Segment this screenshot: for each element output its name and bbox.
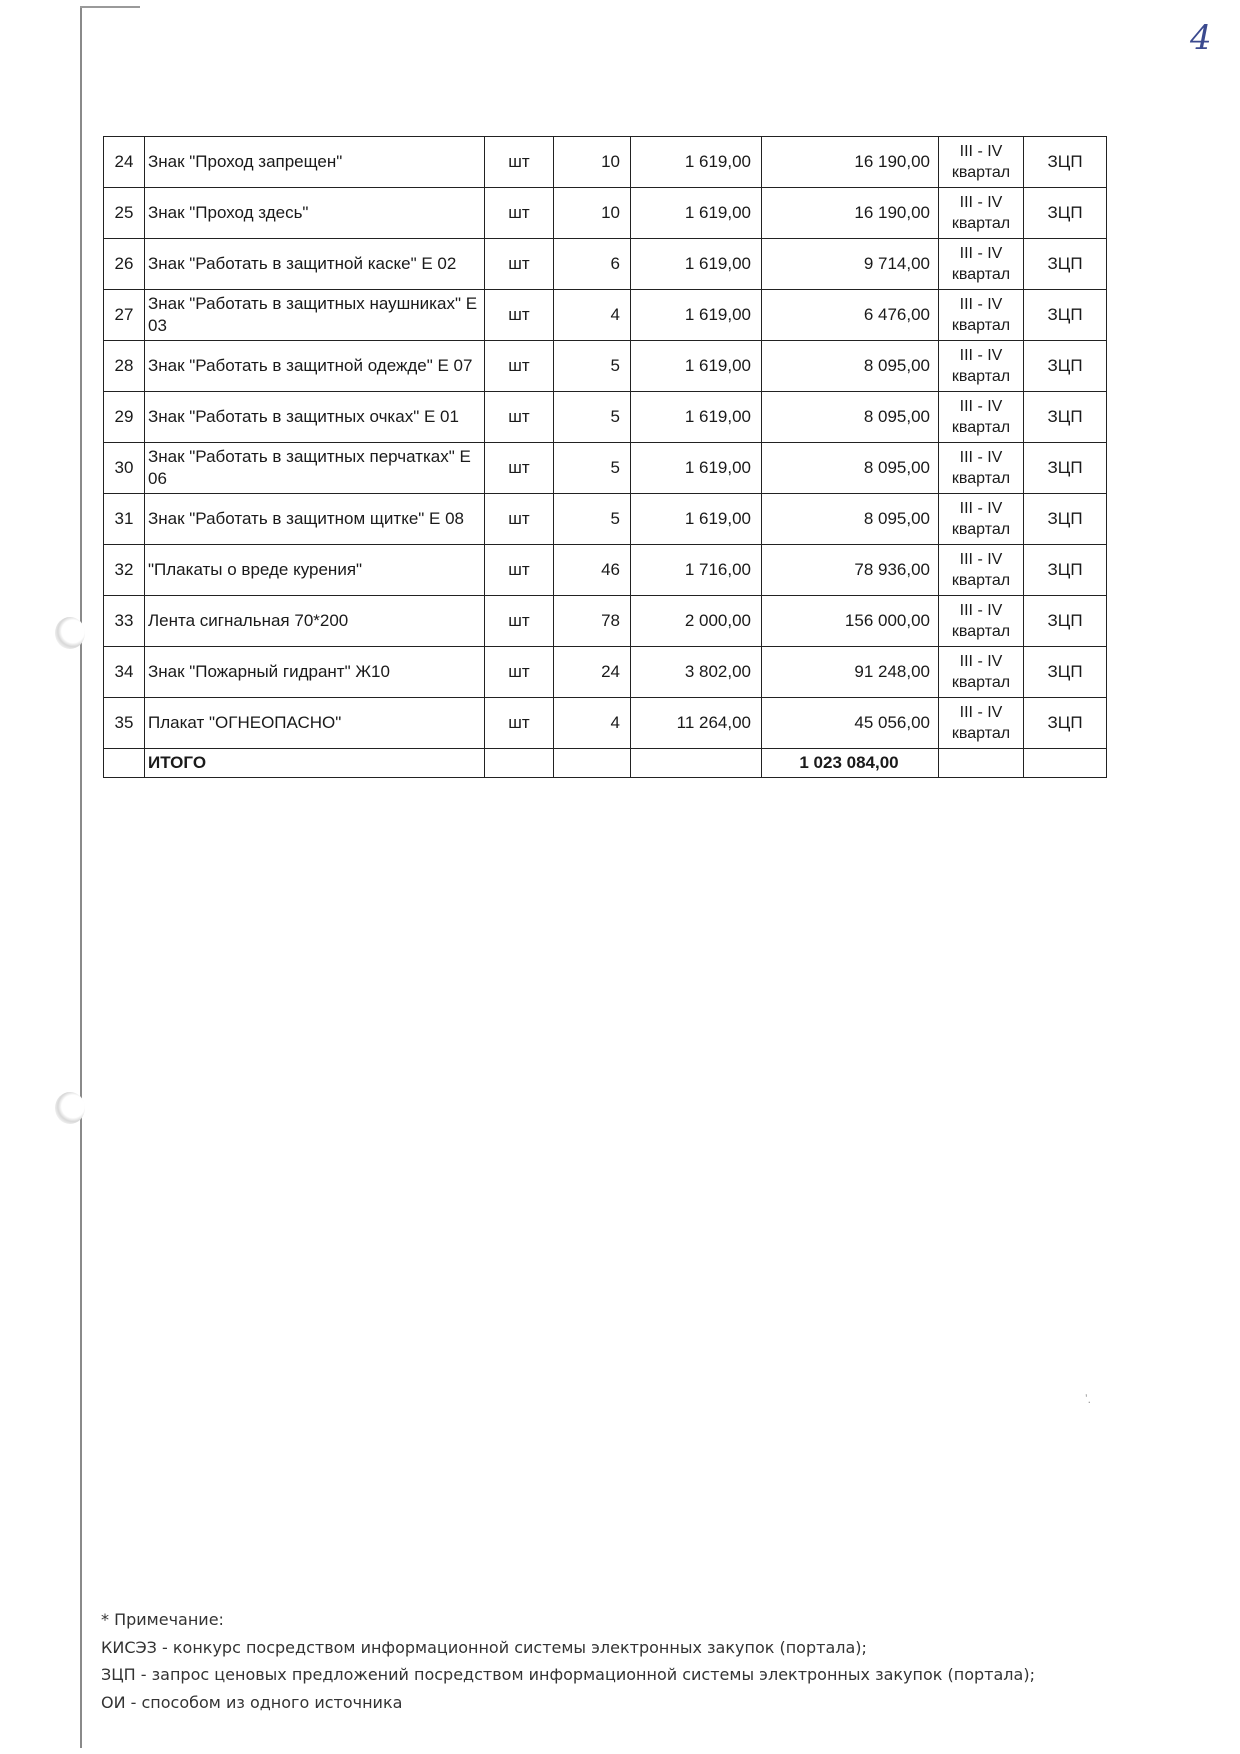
table-row <box>104 647 1107 698</box>
price-cell: 1 619,00 <box>631 443 762 494</box>
row-number: 33 <box>104 596 145 647</box>
row-number: 35 <box>104 698 145 749</box>
procurement-table-body <box>104 137 1107 749</box>
handwritten-page-number: 4 <box>1190 18 1212 58</box>
sum-cell: 8 095,00 <box>762 443 939 494</box>
method-cell: ЗЦП <box>1024 188 1107 239</box>
price-cell: 1 716,00 <box>631 545 762 596</box>
footnote-title: * Примечание: <box>101 1610 224 1629</box>
unit-cell: шт <box>485 596 554 647</box>
unit-cell: шт <box>485 137 554 188</box>
period-unit: квартал <box>951 215 1011 232</box>
item-name: Знак "Пожарный гидрант" Ж10 <box>145 647 485 698</box>
period-quarters: III - IV <box>959 347 1003 364</box>
table-row <box>104 545 1107 596</box>
item-name: Знак "Работать в защитной каске" Е 02 <box>145 239 485 290</box>
period-unit: квартал <box>951 521 1011 538</box>
page-edge-left <box>80 8 82 1748</box>
method-cell: ЗЦП <box>1024 290 1107 341</box>
period-cell <box>939 290 1024 341</box>
period-quarters: III - IV <box>959 296 1003 313</box>
price-cell: 1 619,00 <box>631 341 762 392</box>
item-name: Знак "Проход запрещен" <box>145 137 485 188</box>
period-quarters: III - IV <box>959 245 1003 262</box>
total-sum: 1 023 084,00 <box>762 749 939 778</box>
quantity-cell: 46 <box>554 545 631 596</box>
page-edge-top <box>80 6 140 8</box>
item-name: Знак "Работать в защитных наушниках" Е 03 <box>145 290 485 341</box>
period-cell <box>939 137 1024 188</box>
period-quarters: III - IV <box>959 704 1003 721</box>
table-row <box>104 188 1107 239</box>
price-cell: 1 619,00 <box>631 188 762 239</box>
footnote-block <box>101 1606 1035 1716</box>
period-unit: квартал <box>951 368 1011 385</box>
unit-cell: шт <box>485 188 554 239</box>
period-unit: квартал <box>951 470 1011 487</box>
period-quarters: III - IV <box>959 500 1003 517</box>
item-name: Плакат "ОГНЕОПАСНО" <box>145 698 485 749</box>
sum-cell: 8 095,00 <box>762 341 939 392</box>
table-row <box>104 698 1107 749</box>
period-unit: квартал <box>951 623 1011 640</box>
method-cell: ЗЦП <box>1024 698 1107 749</box>
item-name: Лента сигнальная 70*200 <box>145 596 485 647</box>
quantity-cell: 5 <box>554 494 631 545</box>
item-name: Знак "Проход здесь" <box>145 188 485 239</box>
period-unit: квартал <box>951 317 1011 334</box>
period-cell <box>939 698 1024 749</box>
quantity-cell: 4 <box>554 290 631 341</box>
period-quarters: III - IV <box>959 398 1003 415</box>
row-number: 27 <box>104 290 145 341</box>
price-cell: 1 619,00 <box>631 494 762 545</box>
price-cell: 3 802,00 <box>631 647 762 698</box>
table-row <box>104 341 1107 392</box>
method-cell: ЗЦП <box>1024 494 1107 545</box>
period-quarters: III - IV <box>959 551 1003 568</box>
period-unit: квартал <box>951 572 1011 589</box>
method-cell: ЗЦП <box>1024 341 1107 392</box>
period-quarters: III - IV <box>959 653 1003 670</box>
item-name: Знак "Работать в защитной одежде" Е 07 <box>145 341 485 392</box>
method-cell: ЗЦП <box>1024 392 1107 443</box>
period-cell <box>939 341 1024 392</box>
total-price-cell <box>631 749 762 778</box>
unit-cell: шт <box>485 392 554 443</box>
scan-specks: ʼ. <box>1085 1392 1091 1406</box>
quantity-cell: 78 <box>554 596 631 647</box>
total-num-cell <box>104 749 145 778</box>
period-unit: квартал <box>951 419 1011 436</box>
period-quarters: III - IV <box>959 602 1003 619</box>
punch-hole <box>55 617 85 649</box>
method-cell: ЗЦП <box>1024 545 1107 596</box>
period-cell <box>939 647 1024 698</box>
unit-cell: шт <box>485 290 554 341</box>
quantity-cell: 5 <box>554 392 631 443</box>
total-label: ИТОГО <box>145 749 485 778</box>
table-row <box>104 290 1107 341</box>
row-number: 31 <box>104 494 145 545</box>
unit-cell: шт <box>485 647 554 698</box>
price-cell: 1 619,00 <box>631 392 762 443</box>
row-number: 24 <box>104 137 145 188</box>
period-unit: квартал <box>951 164 1011 181</box>
table-row <box>104 239 1107 290</box>
row-number: 30 <box>104 443 145 494</box>
quantity-cell: 10 <box>554 137 631 188</box>
punch-hole <box>55 1092 85 1124</box>
period-cell <box>939 239 1024 290</box>
table-row <box>104 392 1107 443</box>
period-unit: квартал <box>951 725 1011 742</box>
table-row <box>104 494 1107 545</box>
row-number: 28 <box>104 341 145 392</box>
row-number: 34 <box>104 647 145 698</box>
total-unit-cell <box>485 749 554 778</box>
quantity-cell: 4 <box>554 698 631 749</box>
method-cell: ЗЦП <box>1024 137 1107 188</box>
row-number: 26 <box>104 239 145 290</box>
table-row <box>104 596 1107 647</box>
item-name: "Плакаты о вреде курения" <box>145 545 485 596</box>
price-cell: 1 619,00 <box>631 137 762 188</box>
unit-cell: шт <box>485 494 554 545</box>
sum-cell: 16 190,00 <box>762 137 939 188</box>
unit-cell: шт <box>485 341 554 392</box>
period-quarters: III - IV <box>959 449 1003 466</box>
total-method-cell <box>1024 749 1107 778</box>
unit-cell: шт <box>485 698 554 749</box>
footnote-kisez: КИСЭЗ - конкурс посредством информационной системы электронных закупок (портала); <box>101 1637 867 1657</box>
method-cell: ЗЦП <box>1024 596 1107 647</box>
row-number: 29 <box>104 392 145 443</box>
unit-cell: шт <box>485 545 554 596</box>
total-row <box>104 749 1107 778</box>
sum-cell: 9 714,00 <box>762 239 939 290</box>
total-qty-cell <box>554 749 631 778</box>
quantity-cell: 24 <box>554 647 631 698</box>
unit-cell: шт <box>485 443 554 494</box>
period-cell <box>939 188 1024 239</box>
procurement-table <box>103 136 1107 778</box>
method-cell: ЗЦП <box>1024 443 1107 494</box>
sum-cell: 16 190,00 <box>762 188 939 239</box>
unit-cell: шт <box>485 239 554 290</box>
period-quarters: III - IV <box>959 194 1003 211</box>
period-unit: квартал <box>951 674 1011 691</box>
period-cell <box>939 545 1024 596</box>
period-unit: квартал <box>951 266 1011 283</box>
period-cell <box>939 596 1024 647</box>
row-number: 32 <box>104 545 145 596</box>
sum-cell: 6 476,00 <box>762 290 939 341</box>
sum-cell: 8 095,00 <box>762 392 939 443</box>
item-name: Знак "Работать в защитном щитке" Е 08 <box>145 494 485 545</box>
table-row <box>104 443 1107 494</box>
sum-cell: 45 056,00 <box>762 698 939 749</box>
period-quarters: III - IV <box>959 143 1003 160</box>
price-cell: 1 619,00 <box>631 239 762 290</box>
quantity-cell: 6 <box>554 239 631 290</box>
period-cell <box>939 392 1024 443</box>
sum-cell: 91 248,00 <box>762 647 939 698</box>
sum-cell: 156 000,00 <box>762 596 939 647</box>
price-cell: 11 264,00 <box>631 698 762 749</box>
sum-cell: 78 936,00 <box>762 545 939 596</box>
quantity-cell: 5 <box>554 341 631 392</box>
price-cell: 1 619,00 <box>631 290 762 341</box>
footnote-zcp: ЗЦП - запрос ценовых предложений посредством информационной системы электронных закупок (портала); <box>101 1665 1035 1684</box>
method-cell: ЗЦП <box>1024 647 1107 698</box>
quantity-cell: 10 <box>554 188 631 239</box>
footnote-oi: ОИ - способом из одного источника <box>101 1692 403 1712</box>
table-row <box>104 137 1107 188</box>
row-number: 25 <box>104 188 145 239</box>
item-name: Знак "Работать в защитных перчатках" Е 06 <box>145 443 485 494</box>
period-cell <box>939 494 1024 545</box>
price-cell: 2 000,00 <box>631 596 762 647</box>
total-period-cell <box>939 749 1024 778</box>
item-name: Знак "Работать в защитных очках" Е 01 <box>145 392 485 443</box>
quantity-cell: 5 <box>554 443 631 494</box>
method-cell: ЗЦП <box>1024 239 1107 290</box>
period-cell <box>939 443 1024 494</box>
sum-cell: 8 095,00 <box>762 494 939 545</box>
